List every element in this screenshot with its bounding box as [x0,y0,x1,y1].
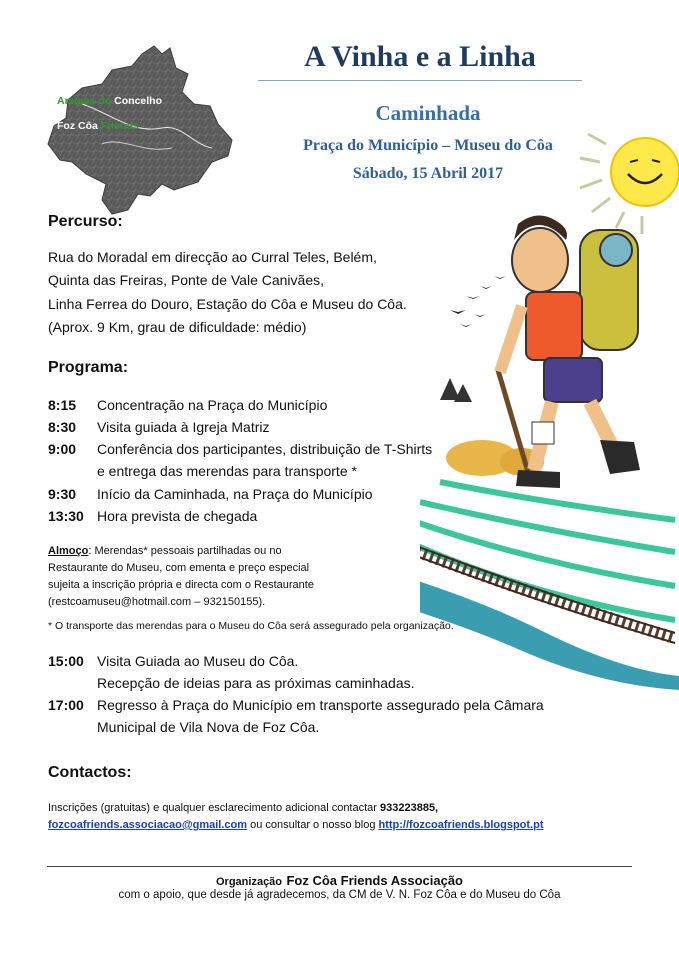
contact-email-link[interactable]: fozcoafriends.associacao@gmail.com [48,819,248,831]
percurso-line: (Aprox. 9 Km, grau de dificuldade: médio) [48,318,307,335]
logo-text-fozcoa: Foz Côa [57,120,98,132]
page-title: A Vinha e a Linha [304,40,536,73]
schedule-text: Visita guiada à Igreja Matriz [97,419,270,435]
schedule-text: Visita Guiada ao Museu do Côa. [97,653,299,669]
schedule-text: Recepção de ideias para as próximas caminhadas. [97,675,415,691]
schedule-text: Hora prevista de chegada [97,508,258,524]
contact-phone: 933223885, [380,802,439,814]
schedule-time: 9:30 [48,486,77,502]
almoco-line: sujeita a inscrição própria e directa com o Restaurante [48,579,314,591]
logo-text-concelho: Concelho [114,95,163,107]
association-logo [42,44,238,216]
schedule-time: 8:30 [48,419,77,435]
contactos-block [48,800,608,834]
schedule-time: 8:15 [48,397,77,413]
title-divider [258,80,582,81]
schedule-time: 13:30 [48,508,84,524]
percurso-heading: Percurso: [48,213,123,230]
percurso-line: Linha Ferrea do Douro, Estação do Côa e Museu do Côa. [48,295,407,312]
organizer-label: Organização [216,876,283,888]
hiker-icon [498,215,640,488]
schedule-text: Concentração na Praça do Município [97,397,328,413]
organizer-line [47,872,632,890]
schedule-text: Conferência dos participantes, distribuição de T-Shirts [97,441,433,457]
contactos-text: Inscrições (gratuitas) e qualquer esclarecimento adicional contactar [48,802,380,814]
footer-divider [47,866,632,867]
hiker-illustration [420,110,679,690]
almoco-block [48,543,388,611]
sun-icon [580,134,679,234]
schedule-time: 9:00 [48,441,77,457]
event-date: Sábado, 15 Abril 2017 [352,165,504,182]
schedule-text: e entrega das merendas para transporte * [97,463,357,479]
schedule-time: 17:00 [48,697,84,713]
organizer-name: Foz Côa Friends Associação [286,873,463,888]
almoco-line: : Merendas* pessoais partilhadas ou no [88,545,282,557]
logo-text-friends: Friends [100,120,139,132]
event-subtitle: Caminhada [375,101,481,125]
almoco-line: (restcoamuseu@hotmail.com – 932150155). [48,596,266,608]
blog-link[interactable]: http://fozcoafriends.blogspot.pt [378,819,544,831]
support-line: com o apoio, que desde já agradecemos, da CM de V. N. Foz Côa e do Museu do Côa [118,889,561,901]
event-route: Praça do Município – Museu do Côa [303,137,553,154]
river-shape [420,530,679,690]
contactos-text: ou consultar o nosso blog [247,819,379,831]
percurso-line: Rua do Moradal em direcção ao Curral Teles, Belém, [48,249,377,265]
schedule-text: Regresso à Praça do Município em transporte assegurado pela Câmara [97,697,544,713]
transport-note: * O transporte das merendas para o Museu do Côa será assegurado pela organização. [48,620,454,632]
percurso-line: Quinta das Freiras, Ponte de Vale Canivães, [48,272,325,289]
logo-text-amigos: Amigos do [57,95,112,107]
schedule-text: Municipal de Vila Nova de Foz Côa. [97,719,320,735]
schedule-text: Início da Caminhada, na Praça do Município [97,486,373,502]
programa-heading: Programa: [48,359,129,376]
birds-icon [450,276,506,327]
percurso-description [48,246,448,339]
tree-icon [440,378,472,402]
contactos-heading: Contactos: [48,764,132,781]
schedule-time: 15:00 [48,653,84,669]
almoco-label: Almoço [48,545,89,557]
almoco-line: Restaurante do Museu, com ementa e preço especial [48,562,310,574]
